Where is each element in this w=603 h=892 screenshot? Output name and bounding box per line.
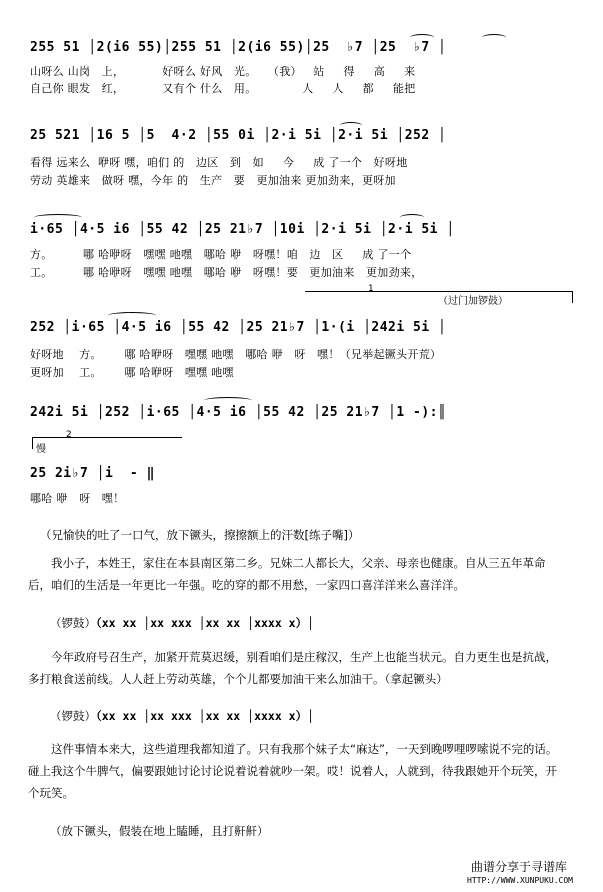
volta-2-label: 2 [66,430,72,440]
stage-direction-2: （放下镢头，假装在地上瞌睡，且打鼾鼾） [50,824,269,838]
drum-line-1 [50,615,314,631]
volta-1-label: 1 [368,284,374,294]
drum-line-2 [50,708,314,724]
score-row-5-notes: 242i 5i │252 │i·65 │4·5 i6 │55 42 │25 21♭7 │1 -):║ [30,405,447,420]
tie-arc [340,122,362,129]
tie-arc [410,34,434,41]
drum-pattern: （xx xx │xx xxx │xx xx │xxxx x）│ [96,616,315,630]
score-row-4-lyrics-2: 更呀加 工。 哪 哈咿呀 嘿嘿 吔嘿 [30,366,234,379]
score-row-1-lyrics-1: 山呀么 山岗 上， 好呀么 好风 光。 （我） 站 得 高 来 [30,65,416,78]
paragraph-2: 今年政府号召生产，加紧开荒莫迟缓，别看咱们是庄稼汉，生产上也能当状元。自力更生也是抗战，多打粮食送前线。人人赶上劳动英雄，个个儿都要加油干来么加油干。（拿起镢头） [28,650,557,686]
score-row-4-lyrics-1: 好呀地 方。 哪 哈咿呀 嘿嘿 吔嘿 哪哈 咿 呀 嘿！（兄举起镢头开荒） [30,348,442,361]
score-row-4-notes: 252 │i·65 │4·5 i6 │55 42 │25 21♭7 │1·(i │242i 5i │ [30,320,447,335]
score-row-2-notes: 25 521 │16 5 │5 4·2 │55 0i │2·i 5i │2·i 5i │252 │ [30,128,447,143]
paragraph-1: 我小子，本姓王，家住在本县南区第二乡。兄妹二人都长大，父亲、母亲也健康。自从三五年革命后，咱们的生活是一年更比一年强。吃的穿的都不用愁，一家四口喜洋洋来么喜洋洋。 [28,556,546,592]
stage-direction-1: （兄愉快的吐了一口气，放下镢头，擦擦额上的汗数[练子嘴]） [40,528,360,542]
footer-credit: 曲谱分享于寻谱库 [470,860,567,874]
footer-url[interactable]: HTTP://WWW.XUNPUKU.COM [467,876,573,885]
volta-1-note: （过门加锣鼓） [438,296,508,307]
score-row-3-lyrics-1: 方。 哪 哈咿呀 嘿嘿 吔嘿 哪哈 咿 呀嘿！咱 边 区 成 了一个 [30,248,412,261]
drum-label: （锣鼓） [50,709,96,723]
tie-arc [400,214,424,221]
score-row-1-notes: 255 51 │2(i6 55)│255 51 │2(i6 55)│25 ♭7 │25 ♭7 │ [30,40,447,55]
tempo-mark: 慢 [36,444,46,455]
score-row-3-notes: i·65 │4·5 i6 │55 42 │25 21♭7 │10i │2·i 5i │2·i 5i │ [30,222,455,237]
score-row-6-lyrics-1: 哪哈 咿 呀 嘿！ [30,492,125,505]
slur-arc [34,214,82,221]
tie-arc [482,34,506,41]
drum-label: （锣鼓） [50,616,96,630]
score-row-2-lyrics-2: 劳动 英雄来 做呀 嘿，今年 的 生产 要 更加油来 更加劲来，更呀加 [30,174,396,187]
slur-arc [204,397,252,404]
score-row-2-lyrics-1: 看得 远来么 咿呀 嘿，咱们 的 边区 到 如 今 成 了一个 好呀地 [30,156,408,169]
score-row-6-notes: 25 2i♭7 │i - ‖ [30,466,155,481]
volta-2-bracket [32,437,182,438]
score-row-1-lyrics-2: 自己你 眼发 红， 又有个 什么 用。 人 人 都 能把 [30,82,416,95]
paragraph-3: 这件事情本来大，这些道理我都知道了。只有我那个妹子太“麻达”，一天到晚啰哩啰嗦说不完的话。碰上我这个牛脾气，偏要跟她讨论讨论说着说着就吵一架。哎！说着人，人就到，待我跟她开个玩笑，开个玩笑。 [28,742,558,800]
volta-1-bracket-end [572,291,573,303]
volta-2-bracket-start [32,437,33,449]
slur-arc [108,312,156,319]
drum-pattern: （xx xx │xx xxx │xx xx │xxxx x）│ [96,709,315,723]
score-row-3-lyrics-2: 工。 哪 哈咿呀 嘿嘿 吔嘿 哪哈 咿 呀嘿！要 更加油来 更加劲来， [30,266,423,279]
